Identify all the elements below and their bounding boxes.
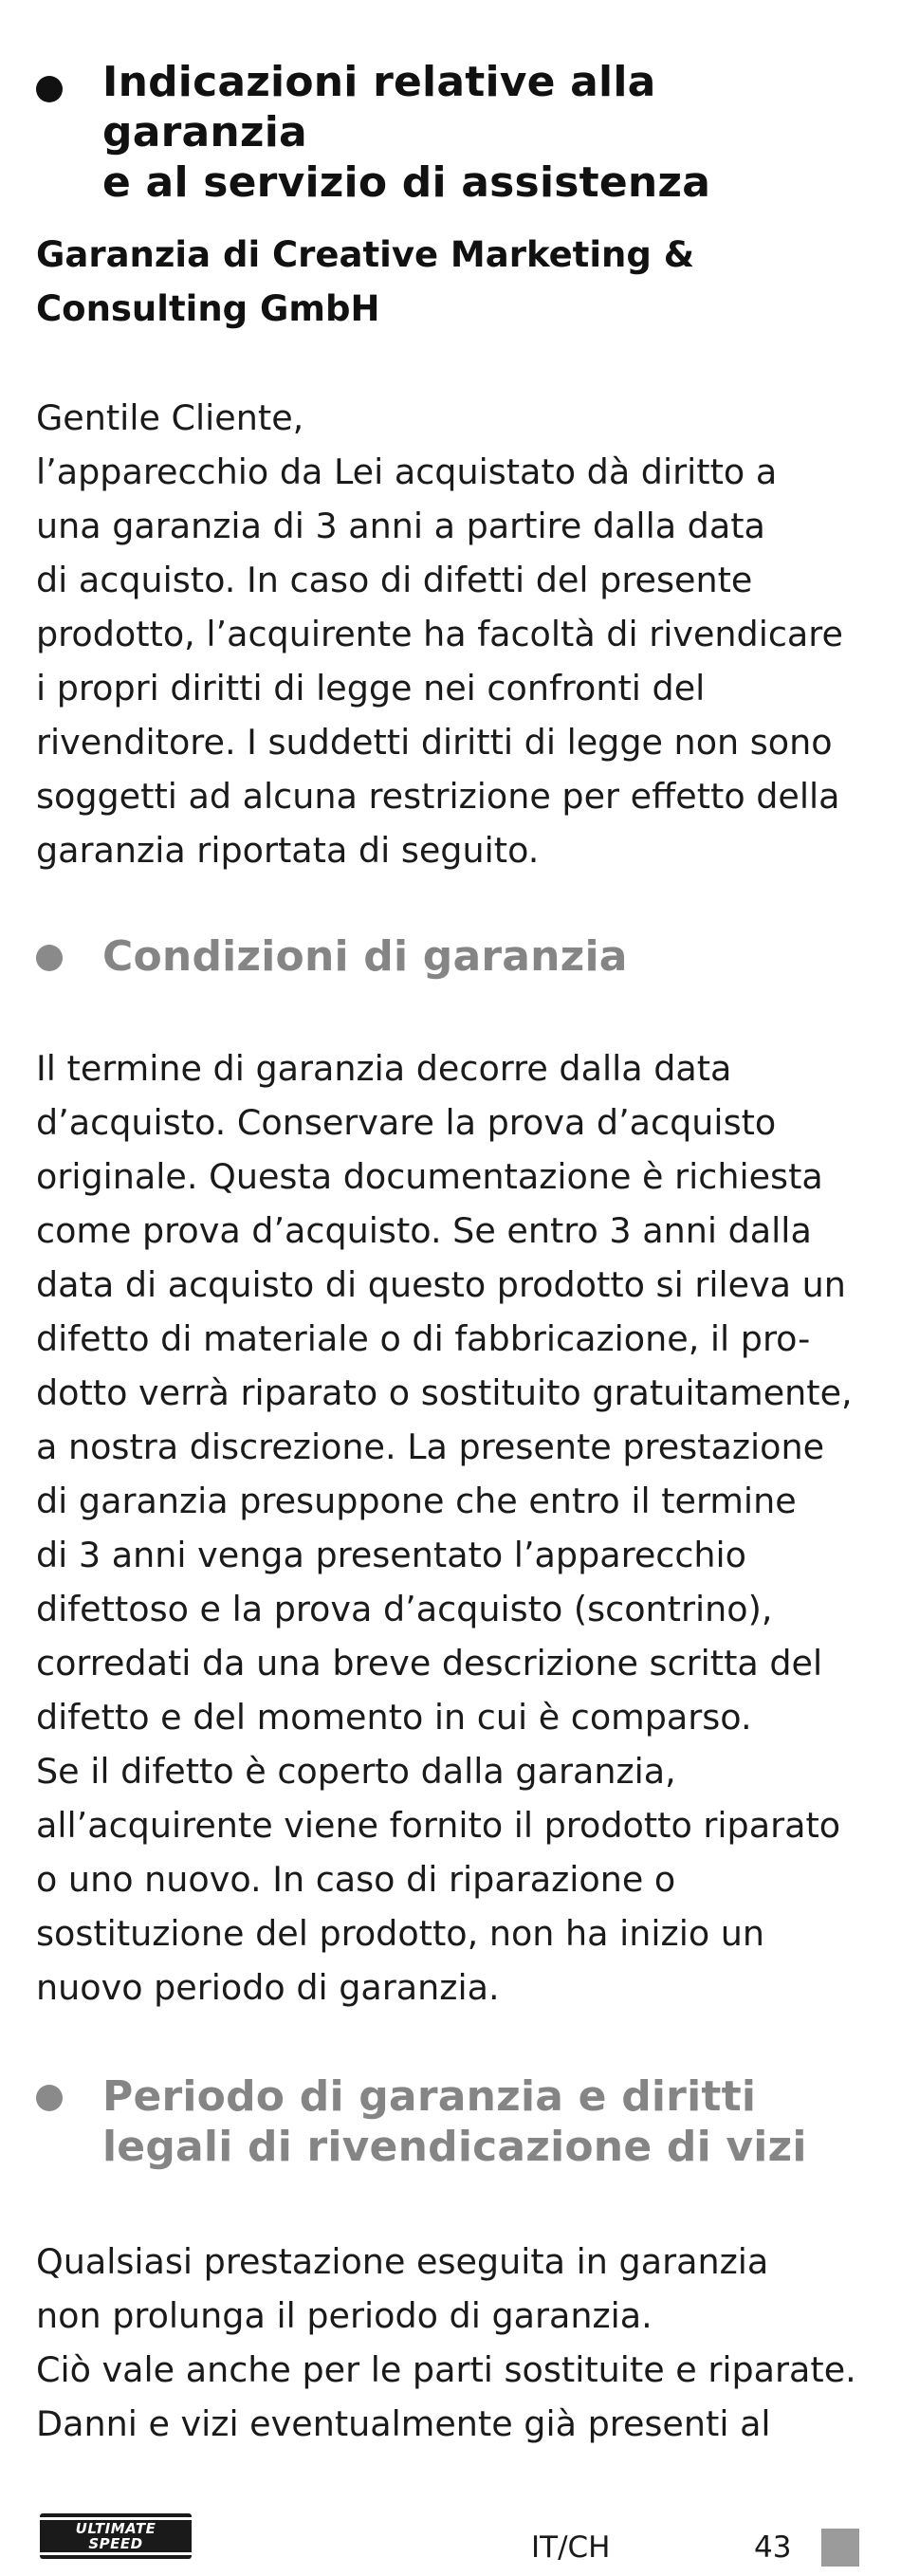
bullet-icon bbox=[36, 2085, 63, 2111]
warranty-subheading: Garanzia di Creative Marketing & Consulting GmbH bbox=[36, 234, 695, 329]
language-code: IT/CH bbox=[531, 2530, 611, 2565]
bullet-icon bbox=[36, 76, 63, 102]
main-section-title: Indicazioni relative alla garanzia e al servizio di assistenza bbox=[102, 58, 711, 207]
period-section-title: Periodo di garanzia e diritti legali di rivendicazione di vizi bbox=[102, 2072, 807, 2171]
main-section-heading bbox=[36, 57, 871, 208]
brand-logo-text: ULTIMATE SPEED bbox=[75, 2520, 156, 2552]
conditions-paragraph: Il termine di garanzia decorre dalla data d’acquisto. Conservare la prova d’acquisto originale. Questa documentazione è richiesta come prova d’acquisto. Se entro 3 anni dalla data di acquisto di questo prodotto si rileva un difetto di materiale o di fabbricazione, il pro- dotto verrà riparato o sostituito gratuitamente, a nostra discrezione. La presente prestazione di garanzia presuppone che entro il termine di 3 anni venga presentato l’apparecchio difettoso e la prova d’acquisto (scontrino), corredati da una breve descrizione scritta del difetto e del momento in cui è comparso. Se il difetto è coperto dalla garanzia, all’acquirente viene fornito il prodotto riparato o uno nuovo. In caso di riparazione o sostituzione del prodotto, non ha inizio un nuovo periodo di garanzia. bbox=[36, 1048, 853, 2008]
page-number: 43 bbox=[754, 2530, 792, 2565]
conditions-section-title: Condizioni di garanzia bbox=[102, 932, 628, 981]
conditions-section-heading bbox=[36, 931, 871, 982]
bullet-icon bbox=[36, 945, 63, 971]
page-marker-square bbox=[821, 2529, 859, 2567]
period-section-heading bbox=[36, 2071, 871, 2172]
intro-paragraph: Gentile Cliente, l’apparecchio da Lei acquistato dà diritto a una garanzia di 3 anni a partire dalla data di acquisto. In caso di difetti del presente prodotto, l’acquirente ha facoltà di rivendicare i propri diritti di legge nei confronti del rivenditore. I suddetti diritti di legge non sono soggetti ad alcuna restrizione per effetto della garanzia riportata di seguito. bbox=[36, 397, 843, 871]
period-paragraph: Qualsiasi prestazione eseguita in garanzia non prolunga il periodo di garanzia. Ciò vale anche per le parti sostituite e riparate. Danni e vizi eventualmente già presenti al bbox=[36, 2241, 856, 2444]
brand-logo bbox=[40, 2513, 192, 2559]
